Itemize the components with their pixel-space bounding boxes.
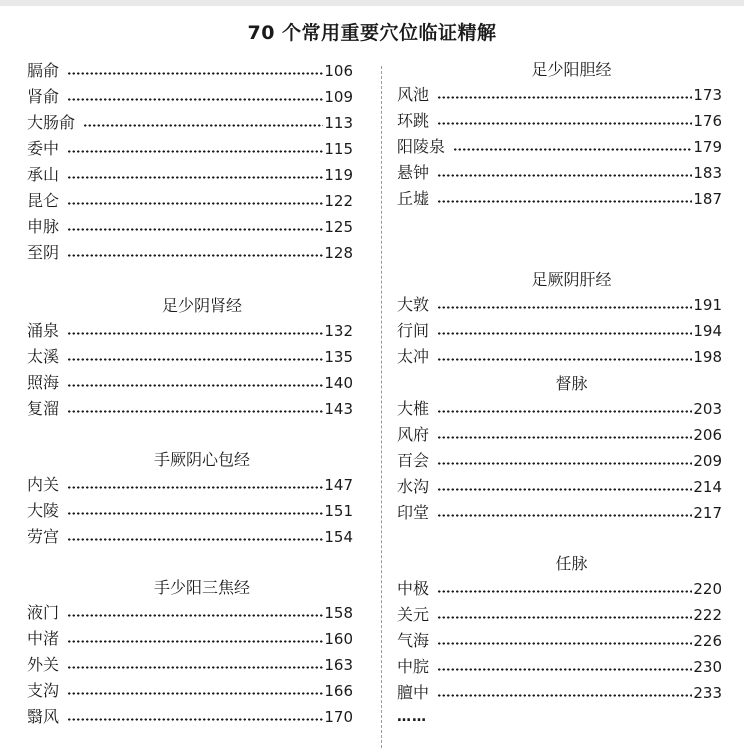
acupoint-name: 膈俞 [27,61,60,80]
dot-leader [67,614,323,617]
page-number: 115 [324,140,353,158]
toc-entry [397,680,722,706]
page-number: 125 [324,218,353,236]
column-divider [381,66,382,748]
toc-entry [27,240,353,266]
page-number: 226 [693,632,722,650]
page-number: 170 [324,708,353,726]
toc-list [27,472,353,550]
page-number: 217 [693,504,722,522]
acupoint-name: 委中 [27,139,60,158]
acupoint-name: 中脘 [397,657,430,676]
dot-leader [67,486,323,489]
page-title: 70 个常用重要穴位临证精解 [247,22,497,44]
section-title: 足少阳胆经 [531,60,612,79]
toc-entry [27,678,353,704]
page-number: 233 [693,684,722,702]
acupoint-name: 风池 [397,85,430,104]
dot-leader [67,410,323,413]
acupoint-name: 中渚 [27,629,60,648]
dot-leader [67,538,323,541]
acupoint-name: 风府 [397,425,430,444]
page-number: 147 [324,476,353,494]
acupoint-name: 关元 [397,605,430,624]
acupoint-name: 大敦 [397,295,430,314]
page-number: 198 [693,348,722,366]
toc-entry [27,136,353,162]
acupoint-name: 内关 [27,475,60,494]
toc-entry [27,524,353,550]
acupoint-name: 太溪 [27,347,60,366]
acupoint-name: 涌泉 [27,321,60,340]
dot-leader [437,514,692,517]
dot-leader [437,462,692,465]
acupoint-name: 翳风 [27,707,60,726]
page-number: 106 [324,62,353,80]
section-title: 手少阳三焦经 [153,578,250,597]
toc-entry [27,110,353,136]
acupoint-name: 复溜 [27,399,60,418]
toc-section [27,448,353,550]
page-number: 160 [324,630,353,648]
dot-leader [437,174,692,177]
acupoint-name: 太冲 [397,347,430,366]
toc-list [397,82,722,212]
toc-list [27,600,353,730]
right-column [397,58,722,728]
dot-leader [83,124,323,127]
page-number: 135 [324,348,353,366]
acupoint-name: 百会 [397,451,430,470]
page-number: 222 [693,606,722,624]
toc-entry [27,188,353,214]
page-number: 140 [324,374,353,392]
acupoint-name: 承山 [27,165,60,184]
acupoint-name: 环跳 [397,111,430,130]
toc-entry [27,370,353,396]
acupoint-name: 至阴 [27,243,60,262]
toc-entry [397,160,722,186]
acupoint-name: 肾俞 [27,87,60,106]
toc-section [27,294,353,422]
dot-leader [437,332,692,335]
page-number: 113 [324,114,353,132]
page-number: 143 [324,400,353,418]
page-number: 151 [324,502,353,520]
toc-entry [397,422,722,448]
dot-leader [437,410,692,413]
dot-leader [437,96,692,99]
toc-list [397,576,722,706]
page-number: 187 [693,190,722,208]
dot-leader [67,228,323,231]
acupoint-name: 气海 [397,631,430,650]
dot-leader [437,616,692,619]
dot-leader [67,640,323,643]
acupoint-name: 阳陵泉 [397,137,446,156]
toc-entry [397,134,722,160]
page-number: 154 [324,528,353,546]
dot-leader [437,358,692,361]
page-number: 203 [693,400,722,418]
page-number: 163 [324,656,353,674]
dot-leader [67,358,323,361]
toc-entry [397,108,722,134]
section-title: 足少阴肾经 [161,296,242,315]
toc-entry [397,82,722,108]
section-title: 手厥阴心包经 [153,450,250,469]
acupoint-name: 行间 [397,321,430,340]
acupoint-name: 劳宫 [27,527,60,546]
acupoint-name: 照海 [27,373,60,392]
toc-entry [27,626,353,652]
dot-leader [437,122,692,125]
dot-leader [67,202,323,205]
toc-section [397,372,722,526]
page-number: 176 [693,112,722,130]
toc-entry [27,472,353,498]
dot-leader [437,436,692,439]
dot-leader [437,642,692,645]
toc-entry [27,652,353,678]
toc-entry [397,654,722,680]
toc-entry [397,576,722,602]
toc-entry [27,600,353,626]
acupoint-name: 印堂 [397,503,430,522]
acupoint-name: 支沟 [27,681,60,700]
dot-leader [437,590,692,593]
toc-entry [397,292,722,318]
acupoint-name: 膻中 [397,683,430,702]
acupoint-name: 申脉 [27,217,60,236]
dot-leader [67,692,323,695]
continuation-ellipsis: …… [397,709,427,725]
page-number: 158 [324,604,353,622]
dot-leader [67,72,323,75]
dot-leader [437,694,692,697]
section-title: 任脉 [555,554,588,573]
toc-entry [27,84,353,110]
toc-entry [397,396,722,422]
page-number: 206 [693,426,722,444]
acupoint-name: 大椎 [397,399,430,418]
toc-section [397,552,722,706]
toc-entry [27,58,353,84]
dot-leader [67,150,323,153]
acupoint-name: 昆仑 [27,191,60,210]
page-number: 209 [693,452,722,470]
page-number: 214 [693,478,722,496]
page-number: 173 [693,86,722,104]
top-edge-bar [0,0,744,6]
toc-entry [397,448,722,474]
toc-list [27,58,353,266]
toc-entry [397,602,722,628]
dot-leader [67,254,323,257]
page-number: 230 [693,658,722,676]
toc-entry [397,318,722,344]
toc-section [397,58,722,212]
page-number: 194 [693,322,722,340]
section-title: 足厥阴肝经 [531,270,612,289]
acupoint-name: 大陵 [27,501,60,520]
dot-leader [67,718,323,721]
toc-entry [27,396,353,422]
acupoint-name: 大肠俞 [27,113,76,132]
dot-leader [437,488,692,491]
toc-section [397,268,722,370]
acupoint-name: 外关 [27,655,60,674]
toc-entry [27,498,353,524]
toc-list [27,318,353,422]
acupoint-name: 丘墟 [397,189,430,208]
toc-list [397,292,722,370]
toc-entry [27,704,353,730]
page-number: 166 [324,682,353,700]
acupoint-name: 悬钟 [397,163,430,182]
dot-leader [67,512,323,515]
dot-leader [67,98,323,101]
toc-entry [397,474,722,500]
toc-section [27,576,353,730]
dot-leader [67,176,323,179]
toc-section-continued [27,58,353,266]
page-number: 191 [693,296,722,314]
dot-leader [67,384,323,387]
page-number: 179 [693,138,722,156]
dot-leader [437,200,692,203]
toc-entry [397,500,722,526]
dot-leader [67,332,323,335]
page-number: 128 [324,244,353,262]
left-column [27,58,353,730]
page-number: 109 [324,88,353,106]
dot-leader [437,306,692,309]
section-title: 督脉 [555,374,588,393]
page-number: 220 [693,580,722,598]
dot-leader [437,668,692,671]
toc-entry [27,318,353,344]
dot-leader [67,666,323,669]
toc-entry [397,344,722,370]
toc-entry [397,186,722,212]
toc-list [397,396,722,526]
page-number: 119 [324,166,353,184]
acupoint-name: 液门 [27,603,60,622]
toc-entry [27,162,353,188]
page-number: 132 [324,322,353,340]
acupoint-name: 中极 [397,579,430,598]
page-number: 183 [693,164,722,182]
dot-leader [453,148,692,151]
toc-entry [397,628,722,654]
acupoint-name: 水沟 [397,477,430,496]
toc-entry [27,214,353,240]
toc-entry [27,344,353,370]
page-number: 122 [324,192,353,210]
